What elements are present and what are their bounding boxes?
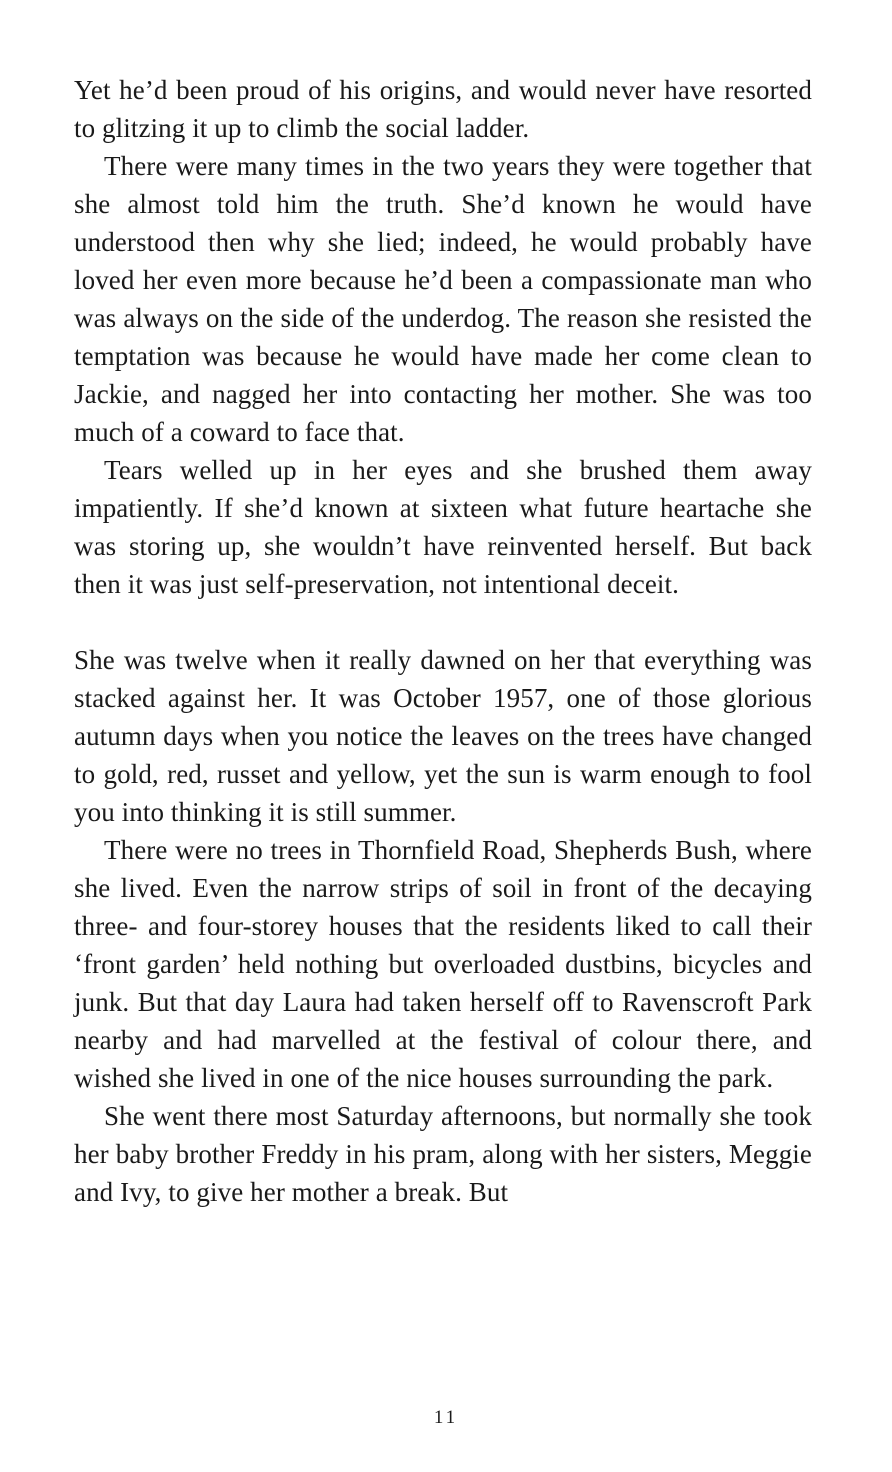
page-number: 11 bbox=[433, 1407, 459, 1428]
page-body bbox=[74, 71, 812, 1211]
paragraph-3: Tears welled up in her eyes and she brushed them away impatiently. If she’d known at sixteen what future heartache she was storing up, she wouldn’t have reinvented herself. But back then it was just self-preservation, not intentional deceit. bbox=[74, 455, 812, 599]
paragraph-5: There were no trees in Thornfield Road, Shepherds Bush, where she lived. Even the narrow strips of soil in front of the decaying three- and four-storey houses that the residents liked to call their ‘front garden’ held nothing but overloaded dustbins, bicycles and junk. But that day Laura had taken herself off to Ravenscroft Park nearby and had marvelled at the festival of colour there, and wished she lived in one of the nice houses surrounding the park. bbox=[74, 835, 812, 1093]
section-break bbox=[74, 603, 812, 641]
paragraph-2: There were many times in the two years they were together that she almost told him the truth. She’d known he would have understood then why she lied; indeed, he would probably have loved her even more because he’d been a compassionate man who was always on the side of the underdog. The reason she resisted the temptation was because he would have made her come clean to Jackie, and nagged her into contacting her mother. She was too much of a coward to face that. bbox=[74, 151, 812, 447]
paragraph-4: She was twelve when it really dawned on her that everything was stacked against her. It was October 1957, one of those glorious autumn days when you notice the leaves on the trees have changed to gold, red, russet and yellow, yet the sun is warm enough to fool you into thinking it is still summer. bbox=[74, 645, 812, 827]
paragraph-1: Yet he’d been proud of his origins, and would never have resorted to glitzing it up to climb the social ladder. bbox=[74, 75, 812, 143]
paragraph-6: She went there most Saturday afternoons, but normally she took her baby brother Freddy in his pram, along with her sisters, Meggie and Ivy, to give her mother a break. But bbox=[74, 1101, 812, 1207]
